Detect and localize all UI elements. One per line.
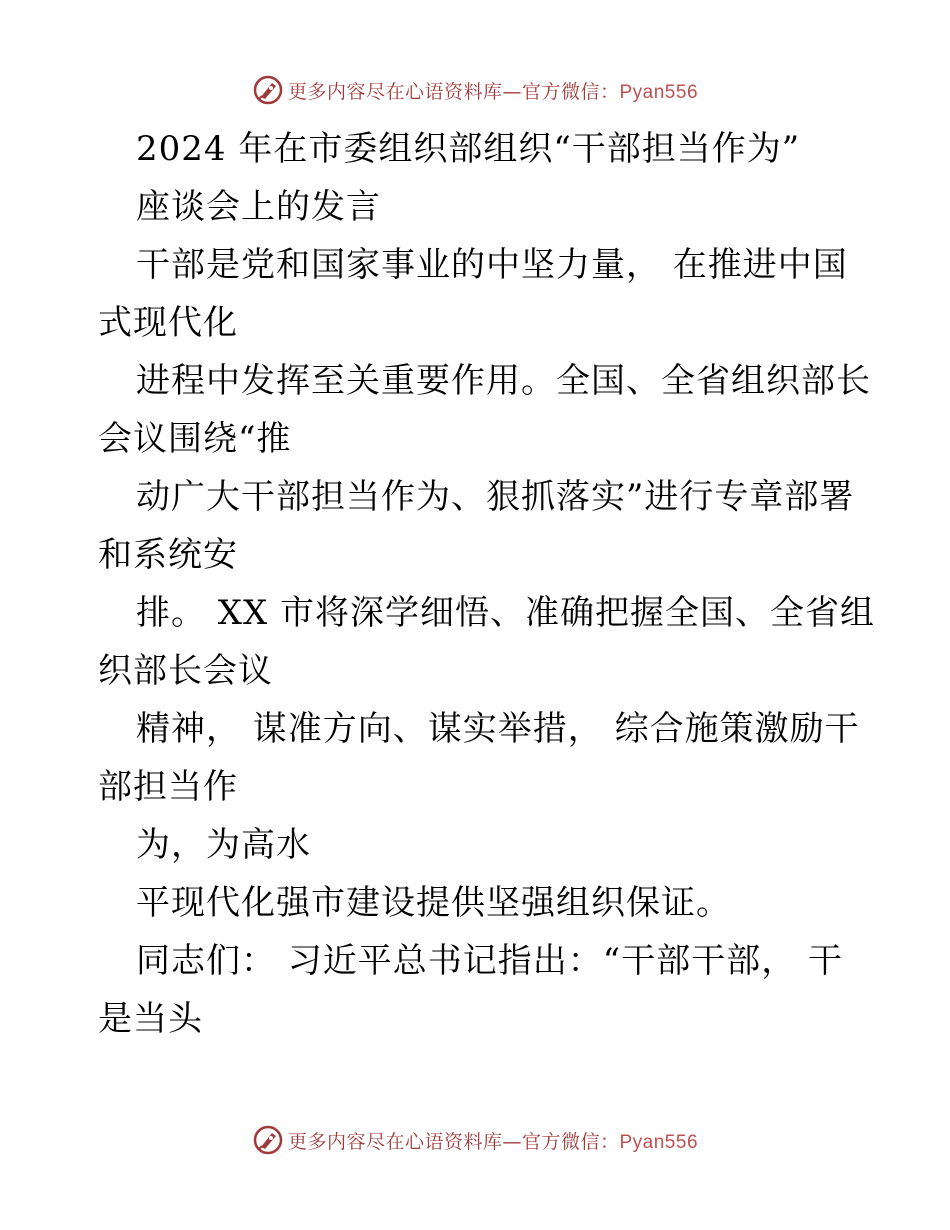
doc-line: 平现代化强市建设提供坚强组织保证。 (136, 883, 731, 923)
banner-text-cn: 更多内容尽在心语资料库—官方微信： (287, 80, 620, 103)
pen-nib-logo-icon (252, 1124, 284, 1156)
doc-line: 会议围绕“推 (98, 419, 292, 459)
doc-line: 2024 年在市委组织部组织“干部担当作为” (136, 129, 801, 169)
doc-line: 织部长会议 (98, 651, 273, 691)
banner-text (288, 77, 698, 104)
doc-line: 排。 XX 市将深学细悟、准确把握全国、全省组 (136, 593, 876, 633)
doc-line: 式现代化 (98, 303, 238, 343)
pen-nib-logo-icon (252, 74, 284, 106)
doc-line: 干部是党和国家事业的中坚力量， 在推进中国 (136, 245, 848, 285)
banner-text (288, 1127, 698, 1154)
header-banner (0, 70, 950, 110)
banner-text-cn: 更多内容尽在心语资料库—官方微信： (287, 1130, 620, 1153)
doc-line: 是当头 (98, 999, 203, 1039)
document-body (98, 120, 876, 1048)
banner-text-wechat-id: Pyan556 (619, 1131, 699, 1153)
banner-text-wechat-id: Pyan556 (619, 81, 699, 103)
doc-line: 座谈会上的发言 (136, 187, 381, 227)
doc-line: 动广大干部担当作为、狠抓落实”进行专章部署 (136, 477, 855, 517)
doc-line: 部担当作 (98, 767, 238, 807)
doc-line: 同志们： 习近平总书记指出：“干部干部， 干 (136, 941, 843, 981)
doc-line: 和系统安 (98, 535, 238, 575)
doc-line: 进程中发挥至关重要作用。全国、全省组织部长 (136, 361, 871, 401)
doc-line: 为，为高水 (136, 825, 311, 865)
footer-banner (0, 1120, 950, 1160)
doc-line: 精神， 谋准方向、谋实举措， 综合施策激励干 (136, 709, 860, 749)
